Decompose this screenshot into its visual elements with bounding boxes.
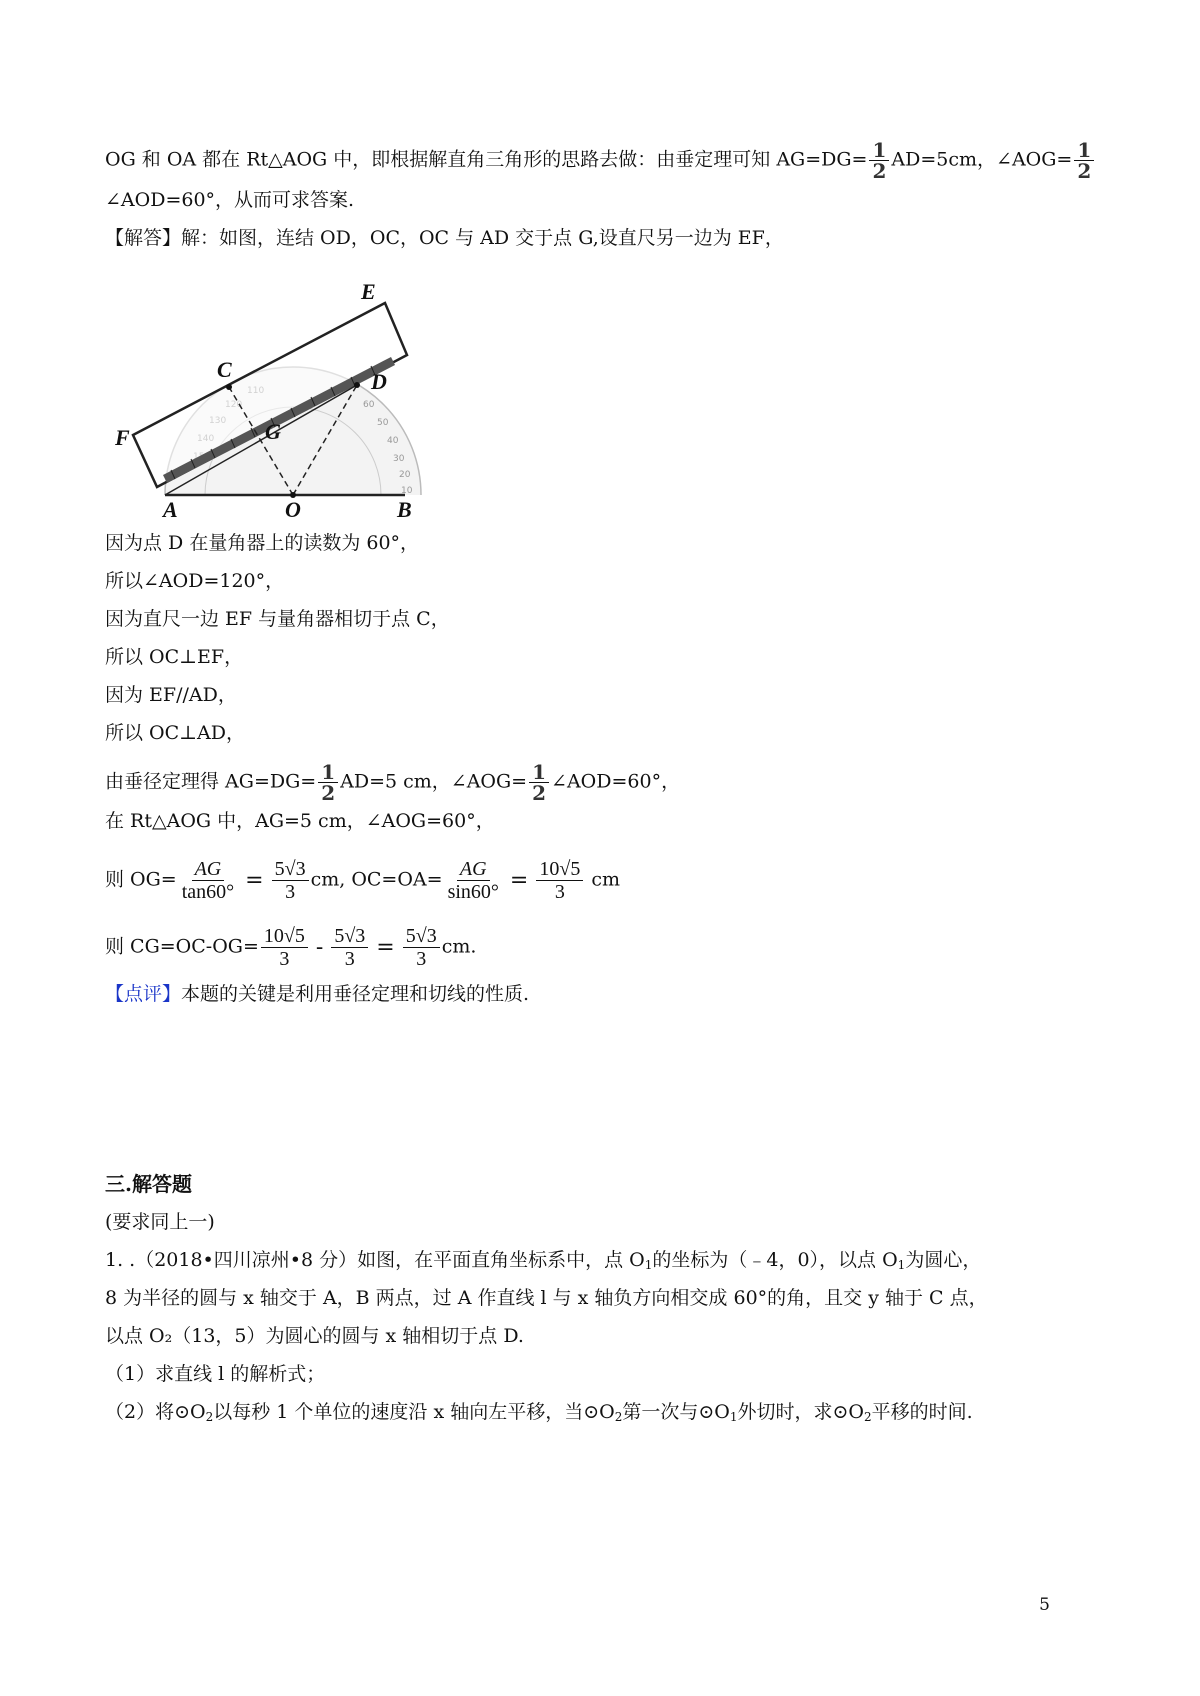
solution-intro: 【解答】解：如图，连结 OD，OC，OC 与 AD 交于点 G,设直尺另一边为 EF， bbox=[105, 227, 784, 249]
point-D bbox=[354, 382, 360, 388]
fraction-5sqrt3-3: $\frac{5√3}{3}$ bbox=[403, 925, 440, 970]
question-1-line-1: 1. .（2018•四川凉州•8 分）如图，在平面直角坐标系中，点 $O_1$的坐标为（﹣4，0），以点 $O_1$为圆心， bbox=[105, 1249, 982, 1272]
comment-tag: 【点评】 bbox=[105, 983, 182, 1005]
question-1-part-1: （1）求直线 l 的解析式； bbox=[105, 1363, 326, 1385]
step-line: 因为点 D 在量角器上的读数为 60°， bbox=[105, 532, 420, 554]
fraction-half: $\frac{1}{2}$ bbox=[318, 762, 338, 803]
og-line: 则 OG= $\frac{AG}{\tan 60^\circ}$ = $\frac{5√3}{3}$ cm, OC=OA= $\frac{AG}{\sin 60^\circ}$ = $\frac{10√5}{3}$ cm bbox=[105, 858, 621, 903]
step-line: 所以∠AOD=120°， bbox=[105, 570, 285, 592]
step-line: 因为直尺一边 EF 与量角器相切于点 C， bbox=[105, 608, 450, 630]
label-D: D bbox=[371, 369, 387, 394]
perp-line: 由垂径定理得 AG=DG= $\frac{1}{2}$ AD=5 cm，∠AOG= $\frac{1}{2}$ ∠AOD=60°， bbox=[105, 760, 681, 805]
intro-line-2: ∠AOD=60°，从而可求答案. bbox=[105, 189, 355, 211]
label-O: O bbox=[285, 497, 301, 522]
page-number: 5 bbox=[1039, 1595, 1050, 1615]
label-A: A bbox=[163, 497, 178, 522]
point-C bbox=[226, 384, 232, 390]
fraction-10sqrt5-3: $\frac{10√5}{3}$ bbox=[536, 858, 583, 903]
label-E: E bbox=[361, 279, 376, 304]
fraction-half: $\frac{1}{2}$ bbox=[869, 140, 889, 181]
question-1-line-3: 以点 O₂（13，5）为圆心的圆与 x 轴相切于点 D. bbox=[105, 1325, 524, 1347]
label-G: G bbox=[265, 419, 281, 444]
scale-tick-label: 30 bbox=[393, 454, 405, 464]
step-line: 所以 OC⊥EF， bbox=[105, 646, 244, 668]
fraction-ag-sin: $\frac{AG}{\sin 60^\circ}$ bbox=[447, 858, 499, 903]
step-line: 因为 EF//AD， bbox=[105, 684, 237, 706]
comment-line: 【点评】本题的关键是利用垂径定理和切线的性质. bbox=[105, 983, 530, 1005]
label-F: F bbox=[115, 425, 130, 450]
step-line: 所以 OC⊥AD， bbox=[105, 722, 245, 744]
question-1-line-2: 8 为半径的圆与 x 轴交于 A，B 两点，过 A 作直线 l 与 x 轴负方向相交成 60°的角，且交 y 轴于 C 点， bbox=[105, 1287, 988, 1309]
fraction-half: $\frac{1}{2}$ bbox=[529, 762, 549, 803]
geometry-figure bbox=[105, 279, 435, 522]
section-title: 三.解答题 bbox=[105, 1172, 192, 1196]
intro-line-1: OG 和 OA 都在 Rt△AOG 中，即根据解直角三角形的思路去做：由垂定理可知 AG=DG= $\frac{1}{2}$ AD=5cm，∠AOG= $\frac{1}{2}$ bbox=[105, 140, 1096, 181]
fraction-5sqrt3-3: $\frac{5√3}{3}$ bbox=[272, 858, 309, 903]
scale-tick-label: 20 bbox=[399, 470, 411, 480]
label-C: C bbox=[217, 357, 232, 382]
rt-line: 在 Rt△AOG 中，AG=5 cm，∠AOG=60°， bbox=[105, 810, 495, 832]
scale-tick-label: 40 bbox=[387, 436, 399, 446]
fraction-10sqrt5-3: $\frac{10√5}{3}$ bbox=[261, 925, 308, 970]
scale-tick-label: 60 bbox=[363, 400, 375, 410]
scale-tick-label: 50 bbox=[377, 418, 389, 428]
label-B: B bbox=[397, 497, 412, 522]
cg-line: 则 CG=OC-OG= $\frac{10√5}{3}$ - $\frac{5√3}{3}$ = $\frac{5√3}{3}$ cm. bbox=[105, 925, 477, 970]
solution-tag: 【解答】 bbox=[105, 227, 182, 249]
question-1-part-2: （2）将$⊙O_2$以每秒 1 个单位的速度沿 x 轴向左平移，当$⊙O_2$第一次与$⊙O_1$外切时，求$⊙O_2$平移的时间. bbox=[105, 1401, 973, 1424]
fraction-ag-tan: $\frac{AG}{\tan 60^\circ}$ bbox=[181, 858, 235, 903]
scale-tick-label: 10 bbox=[401, 486, 413, 496]
fraction-5sqrt3-3: $\frac{5√3}{3}$ bbox=[331, 925, 368, 970]
section-note: (要求同上一) bbox=[105, 1211, 215, 1233]
fraction-half: $\frac{1}{2}$ bbox=[1074, 140, 1094, 181]
